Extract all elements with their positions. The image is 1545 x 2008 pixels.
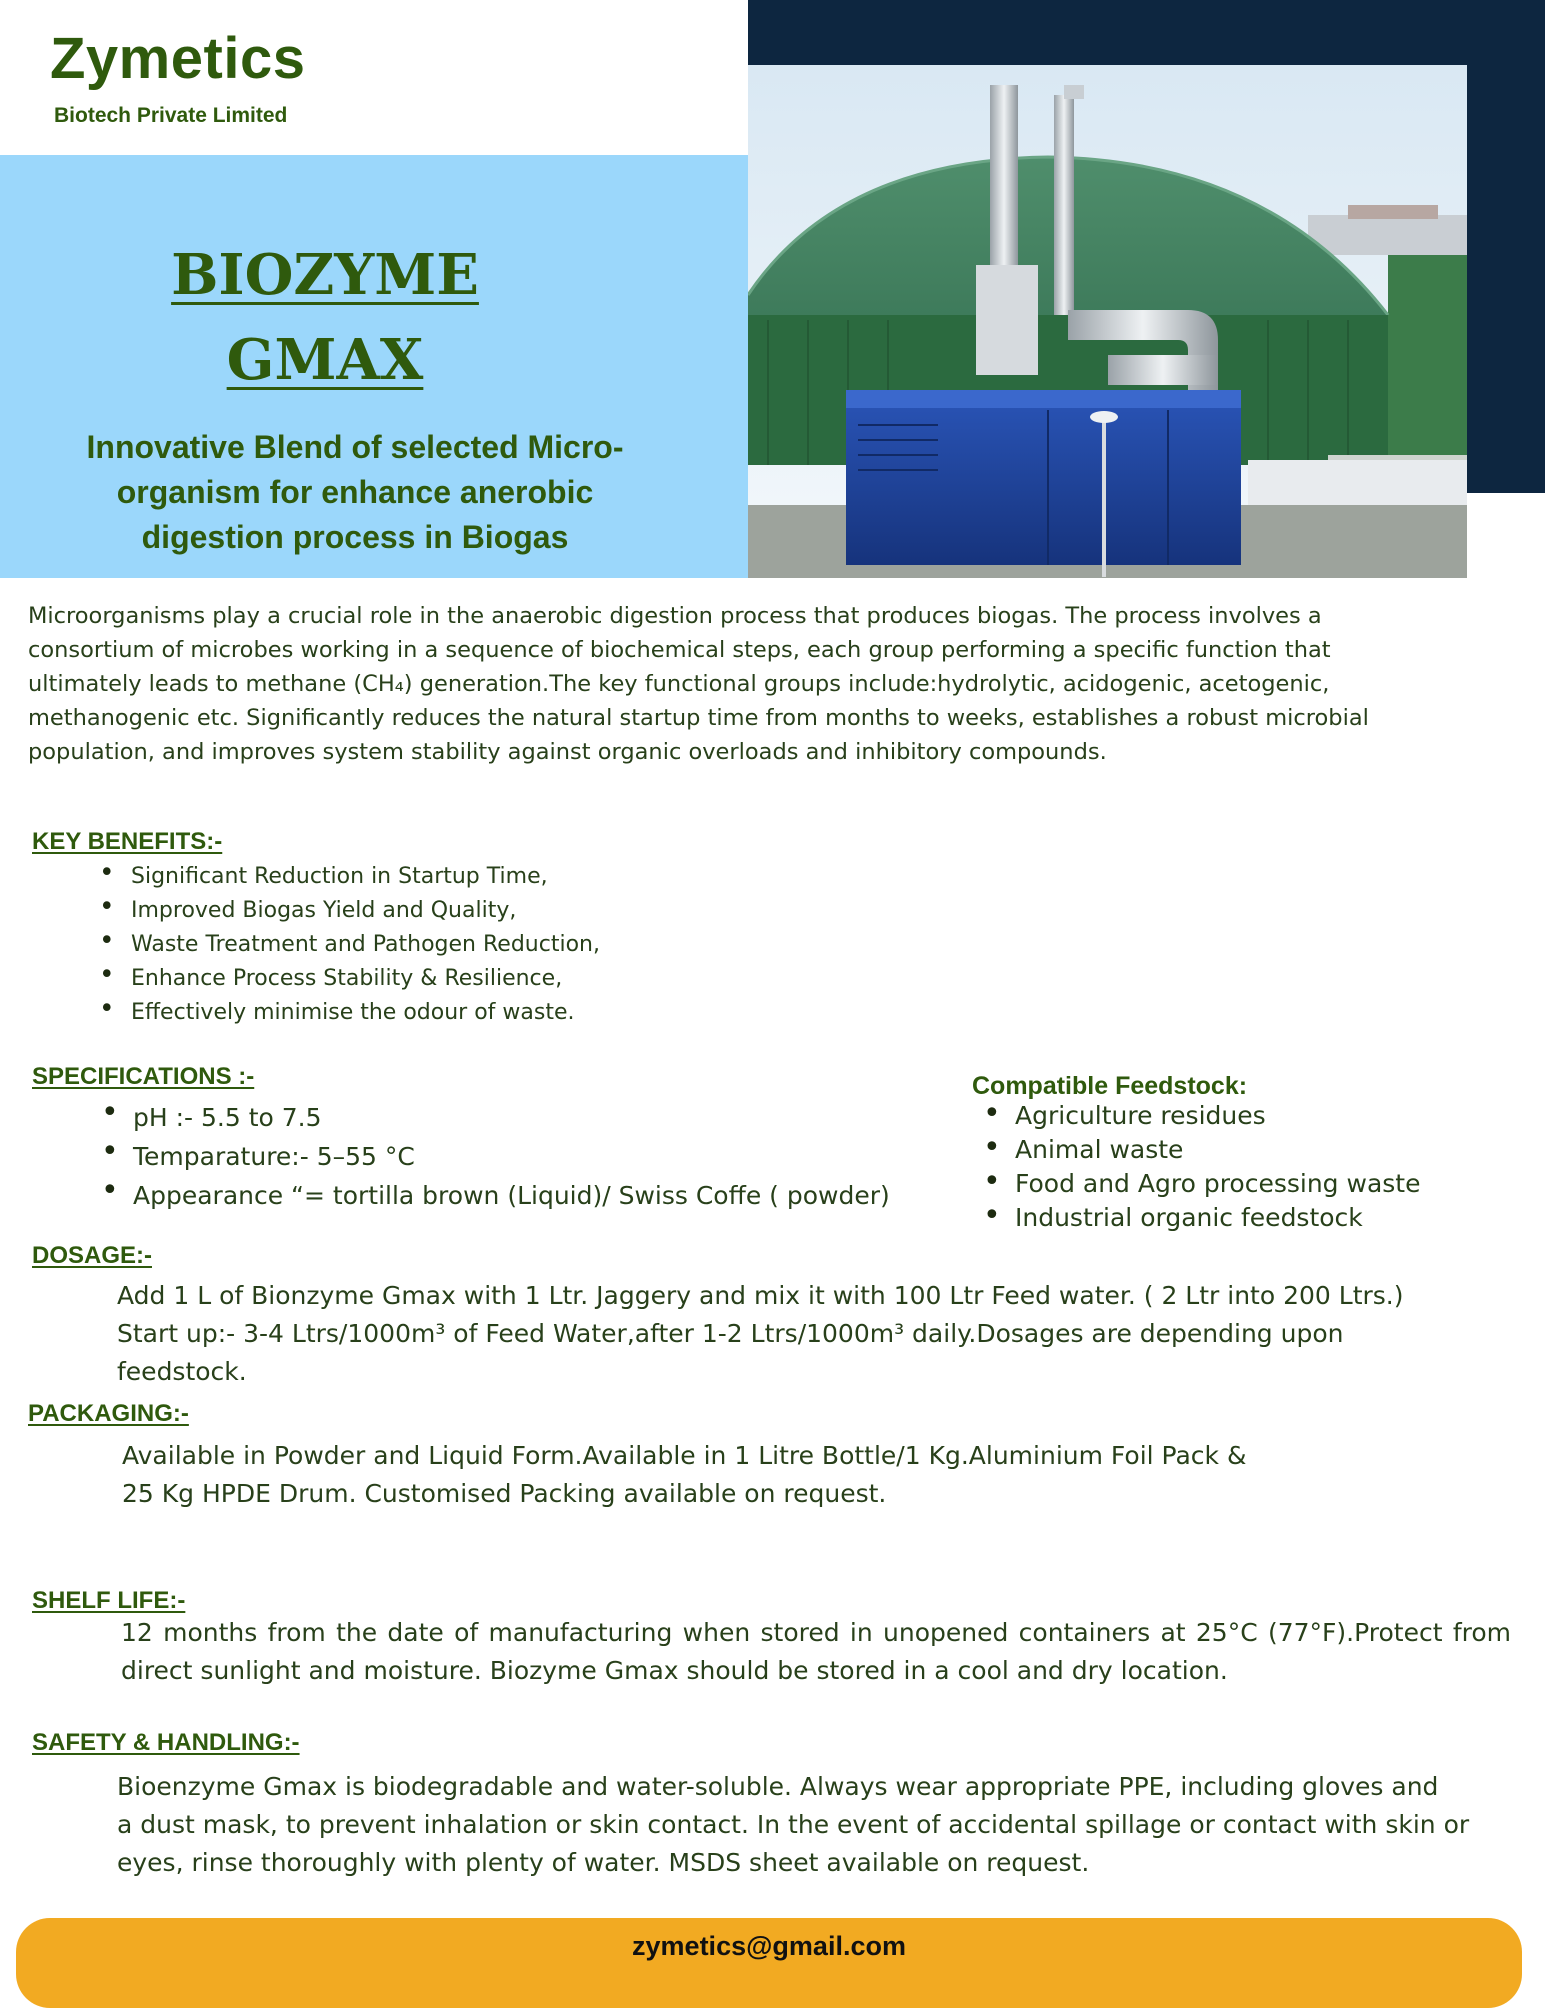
feedstock-list [983, 1099, 1420, 1235]
dosage-text: Add 1 L of Bionzyme Gmax with 1 Ltr. Jaggery and mix it with 100 Ltr Feed water. ( 2 Ltr into 200 Ltrs.) Start up:- 3-4 Ltrs/1000m³ of Feed Water,after 1-2 Ltrs/1000m³ daily.Dosages are depending upon feedstock. [117, 1281, 1404, 1386]
safety-heading: SAFETY & HANDLING:- [32, 1729, 300, 1756]
packaging-heading: PACKAGING:- [28, 1400, 189, 1427]
list-item: • Enhance Process Stability & Resilience, [99, 962, 600, 996]
specifications-list [101, 1098, 890, 1215]
list-item: • Significant Reduction in Startup Time, [99, 860, 600, 894]
product-tagline: Innovative Blend of selected Micro- organism for enhance anerobic digestion process in Biogas [86, 429, 624, 555]
safety-text: Bioenzyme Gmax is biodegradable and water-soluble. Always wear appropriate PPE, including gloves and a dust mask, to prevent inhalation or skin contact. In the event of accidental spillage or contact with skin or eyes, rinse thoroughly with plenty of water. MSDS sheet available on request. [117, 1772, 1470, 1877]
product-title-line-2: GMAX [226, 327, 424, 393]
contact-email[interactable]: zymetics@gmail.com [632, 1931, 906, 1961]
list-item: • Improved Biogas Yield and Quality, [99, 894, 600, 928]
dosage-heading: DOSAGE:- [32, 1242, 152, 1269]
key-benefits-list [99, 860, 600, 1030]
packaging-text: Available in Powder and Liquid Form.Available in 1 Litre Bottle/1 Kg.Aluminium Foil Pack & 25 Kg HPDE Drum. Customised Packing available on request. [122, 1441, 1247, 1508]
list-item: • Appearance “= tortilla brown (Liquid)/ Swiss Coffe ( powder) [101, 1176, 890, 1215]
list-item: • Waste Treatment and Pathogen Reduction, [99, 928, 600, 962]
list-item: • Effectively minimise the odour of waste. [99, 996, 600, 1030]
list-item: • Agriculture residues [983, 1099, 1420, 1133]
list-item: • pH :- 5.5 to 7.5 [101, 1098, 890, 1137]
specifications-heading: SPECIFICATIONS :- [32, 1063, 255, 1090]
key-benefits-heading: KEY BENEFITS:- [32, 828, 223, 855]
shelf-life-heading: SHELF LIFE:- [32, 1587, 186, 1614]
shelf-life-text: 12 months from the date of manufacturing when stored in unopened containers at 25°C (77°F).Protect from direct sunlight and moisture. Biozyme Gmax should be stored in a cool and dry location. [121, 1618, 1511, 1685]
biogas-plant-image [748, 65, 1467, 578]
intro-paragraph: Microorganisms play a crucial role in the anaerobic digestion process that produces biogas. The process involves a consortium of microbes working in a sequence of biochemical steps, each group performing a specific function that ultimately leads to methane (CH₄) generation.The key functional groups include:hydrolytic, acidogenic, acetogenic, methanogenic etc. Significantly reduces the natural startup time from months to weeks, establishes a robust microbial population, and improves system stability against organic overloads and inhibitory compounds. [28, 603, 1369, 765]
product-title-line-1: BIOZYME [171, 242, 479, 308]
list-item: • Temparature:- 5–55 °C [101, 1137, 890, 1176]
list-item: • Industrial organic feedstock [983, 1201, 1420, 1235]
brand-subtitle: Biotech Private Limited [54, 104, 288, 127]
feedstock-heading: Compatible Feedstock: [972, 1072, 1248, 1100]
brand-logo-text: Zymetics [50, 26, 306, 91]
list-item: • Food and Agro processing waste [983, 1167, 1420, 1201]
list-item: • Animal waste [983, 1133, 1420, 1167]
